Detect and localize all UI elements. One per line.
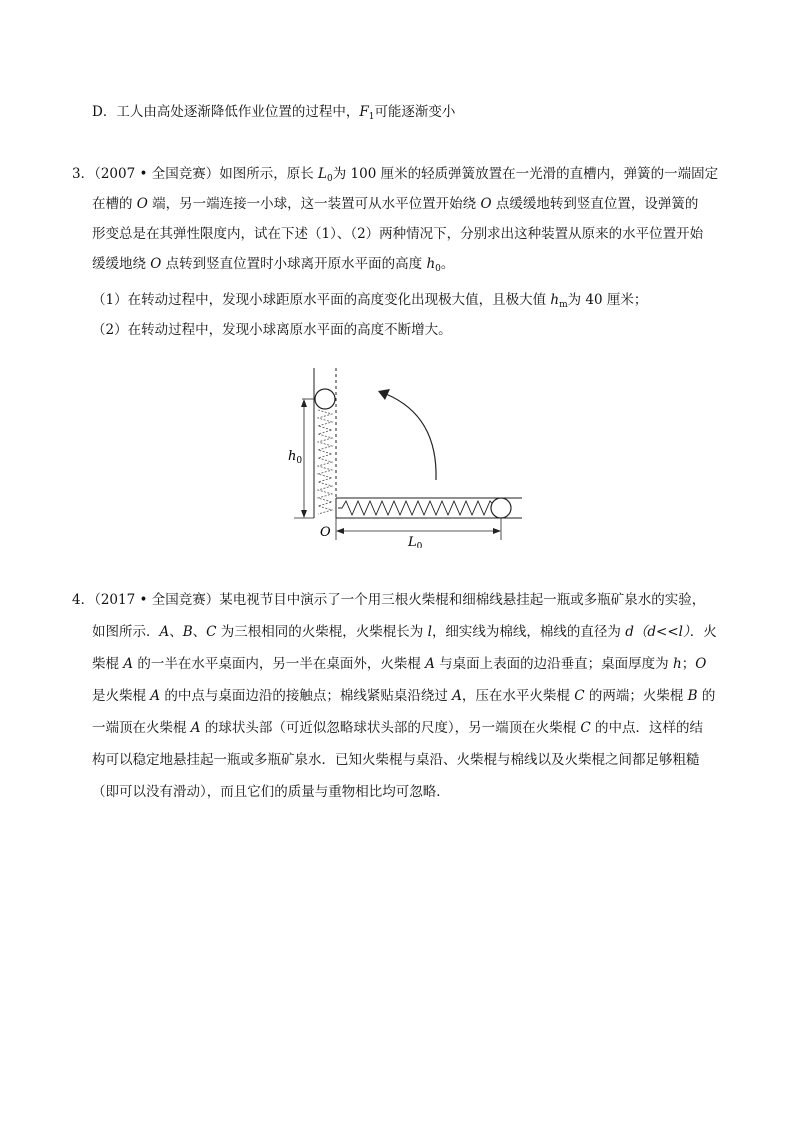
q3-sub-1: （1）在转动过程中，发现小球距原水平面的高度变化出现极大值，且极大值 $h_m$为 40 厘米； (92, 292, 648, 310)
q4-line-4: 是火柴棍 A 的中点与桌面边沿的接触点；棉线紧贴桌沿绕过 A，压在水平火柴棍 C 的两端；火柴棍 B 的 (92, 688, 716, 704)
q3-line-4: 缓缓地绕 O 点转到竖直位置时小球离开原水平面的高度 $h_0$。 (92, 256, 455, 274)
h0-arrow-up (301, 399, 307, 407)
h0-arrow-down (301, 510, 307, 518)
q4-line-5: 一端顶在火柴棍 A 的球状头部（可近似忽略球状头部的尺度），另一端顶在火柴棍 C 的中点．这样的结 (92, 720, 704, 736)
spring-figure (280, 368, 540, 548)
q4-line-2: 如图所示．A、B、C 为三根相同的火柴棍，火柴棍长为 l，细实线为棉线，棉线的直径为 d（d<<l）．火 (92, 624, 717, 640)
option-d: D．工人由高处逐渐降低作业位置的过程中，$F_1$可能逐渐变小 (92, 104, 456, 122)
horizontal-spring (338, 501, 498, 515)
rotation-arc (386, 394, 436, 480)
q3-line-2: 在槽的 O 端，另一端连接一小球，这一装置可从水平位置开始绕 O 点缓缓地转到竖直位置，设弹簧的 (92, 196, 699, 212)
o-label: O (320, 525, 331, 540)
q4-line-3: 柴棍 A 的一半在水平桌面内，另一半在桌面外，火柴棍 A 与桌面上表面的边沿垂直；桌面厚度为 h；O (92, 656, 707, 672)
h0-label: $h_0$ (288, 449, 303, 466)
l0-arrow-left (336, 528, 344, 534)
q3-line-3: 形变总是在其弹性限度内，试在下述（1）、（2）两种情况下，分别求出这种装置从原来的水平位置开始 (92, 226, 704, 242)
vertical-spring (318, 410, 332, 514)
l0-label: $L_0$ (408, 535, 423, 548)
q3-line-1: 3．（2007 • 全国竞赛）如图所示，原长 $L_0$为 100 厘米的轻质弹簧放置在一光滑的直槽内，弹簧的一端固定 (72, 166, 719, 184)
ball-vertical (315, 389, 335, 409)
q4-line-1: 4．（2017 • 全国竞赛）某电视节目中演示了一个用三根火柴棍和细棉线悬挂起一瓶或多瓶矿泉水的实验， (72, 592, 706, 608)
q4-line-7: （即可以没有滑动），而且它们的质量与重物相比均可忽略． (92, 784, 450, 800)
q3-sub-2: （2）在转动过程中，发现小球离原水平面的高度不断增大。 (92, 322, 452, 338)
l0-arrow-right (493, 528, 501, 534)
ball-horizontal (491, 498, 511, 518)
q4-line-6: 构可以稳定地悬挂起一瓶或多瓶矿泉水．已知火柴棍与桌沿、火柴棍与棉线以及火柴棍之间都足够粗糙 (92, 752, 700, 768)
